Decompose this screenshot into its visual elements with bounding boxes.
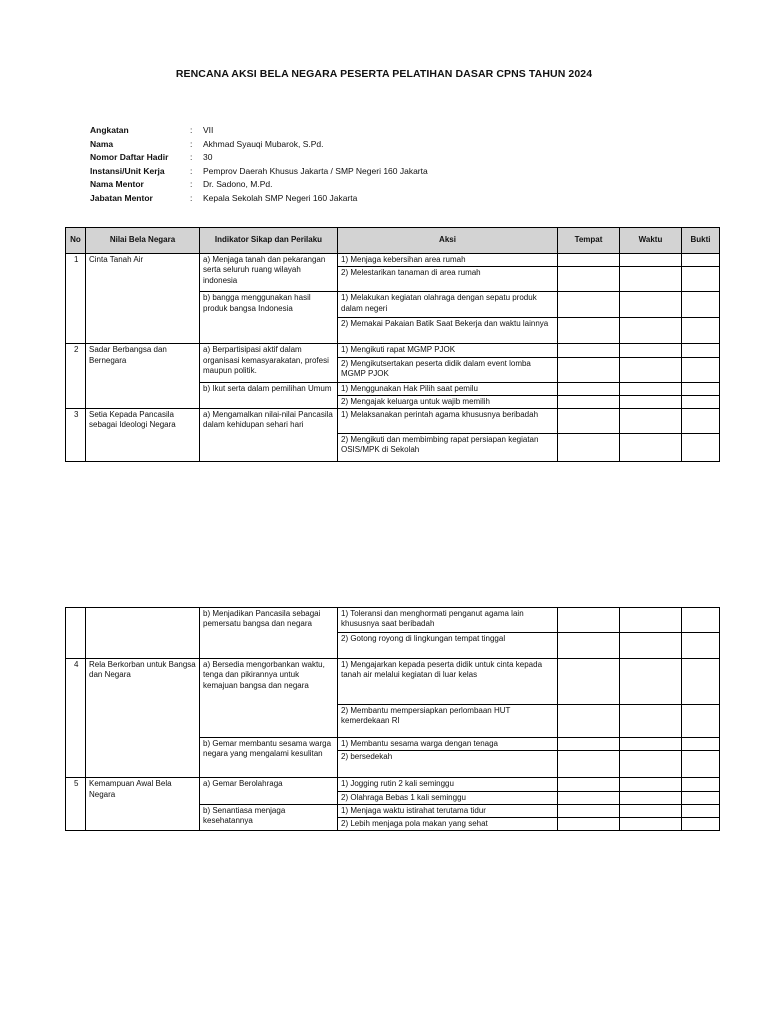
table-row xyxy=(66,659,720,705)
participant-info xyxy=(90,124,428,206)
aksi-cell: 2) Gotong royong di lingkungan tempat tinggal xyxy=(338,633,558,659)
waktu-cell xyxy=(620,292,682,318)
info-row-mentor xyxy=(90,178,428,192)
row-number: 3 xyxy=(66,409,86,462)
bukti-cell xyxy=(682,318,720,344)
info-label: Nama xyxy=(90,138,114,149)
bukti-cell xyxy=(682,751,720,778)
aksi-cell: 1) Menggunakan Hak Pilih saat pemilu xyxy=(338,382,558,395)
table-row xyxy=(66,608,720,633)
info-value: VII xyxy=(203,125,214,135)
aksi-cell: 1) Menjaga waktu istirahat terutama tidur xyxy=(338,804,558,817)
waktu-cell xyxy=(620,357,682,382)
waktu-cell xyxy=(620,608,682,633)
aksi-cell: 1) Jogging rutin 2 kali seminggu xyxy=(338,778,558,791)
bukti-cell xyxy=(682,434,720,462)
info-label: Instansi/Unit Kerja xyxy=(90,165,165,176)
table-row xyxy=(66,409,720,434)
nilai-cell: Setia Kepada Pancasila sebagai Ideologi Negara xyxy=(86,409,200,462)
info-value: 30 xyxy=(203,152,213,163)
tempat-cell xyxy=(558,778,620,791)
info-value: Akhmad Syauqi Mubarok, S.Pd. xyxy=(203,138,324,149)
info-value: Pemprov Daerah Khusus Jakarta / SMP Negeri 160 Jakarta xyxy=(203,165,428,176)
row-number: 4 xyxy=(66,659,86,778)
indikator-cell: a) Bersedia mengorbankan waktu, tenga dan pikirannya untuk kemajuan bangsa dan negara xyxy=(200,659,338,738)
aksi-cell: 2) Membantu mempersiapkan perlombaan HUT kemerdekaan RI xyxy=(338,705,558,738)
info-label: Nama Mentor xyxy=(90,179,144,190)
tempat-cell xyxy=(558,791,620,804)
indikator-cell: b) Ikut serta dalam pemilihan Umum xyxy=(200,382,338,409)
aksi-cell: 1) Mengikuti rapat MGMP PJOK xyxy=(338,344,558,357)
bukti-cell xyxy=(682,267,720,292)
waktu-cell xyxy=(620,633,682,659)
info-separator: : xyxy=(190,192,193,203)
tempat-cell xyxy=(558,267,620,292)
nilai-cell xyxy=(86,608,200,659)
waktu-cell xyxy=(620,344,682,357)
document-title: RENCANA AKSI BELA NEGARA PESERTA PELATIHAN DASAR CPNS TAHUN 2024 xyxy=(175,68,593,80)
info-row-jabatan xyxy=(90,192,428,206)
bukti-cell xyxy=(682,791,720,804)
tempat-cell xyxy=(558,738,620,751)
waktu-cell xyxy=(620,267,682,292)
tempat-cell xyxy=(558,705,620,738)
waktu-cell xyxy=(620,382,682,395)
tempat-cell xyxy=(558,344,620,357)
tempat-cell xyxy=(558,434,620,462)
aksi-cell: 2) Melestarikan tanaman di area rumah xyxy=(338,267,558,292)
info-value: Dr. Sadono, M.Pd. xyxy=(203,179,273,190)
bukti-cell xyxy=(682,409,720,434)
nilai-cell: Sadar Berbangsa dan Bernegara xyxy=(86,344,200,409)
waktu-cell xyxy=(620,434,682,462)
bukti-cell xyxy=(682,254,720,267)
tempat-cell xyxy=(558,751,620,778)
waktu-cell xyxy=(620,751,682,778)
tempat-cell xyxy=(558,409,620,434)
tempat-cell xyxy=(558,818,620,831)
info-row-instansi xyxy=(90,165,428,179)
row-number: 5 xyxy=(66,778,86,831)
indikator-cell: a) Berpartisipasi aktif dalam organisasi kemasyarakatan, profesi maupun politik. xyxy=(200,344,338,382)
row-number: 1 xyxy=(66,254,86,344)
info-separator: : xyxy=(190,125,193,135)
aksi-cell: 2) bersedekah xyxy=(338,751,558,778)
bukti-cell xyxy=(682,608,720,633)
info-row-nomor xyxy=(90,151,428,165)
header-aksi: Aksi xyxy=(338,228,558,254)
bukti-cell xyxy=(682,357,720,382)
bukti-cell xyxy=(682,344,720,357)
bukti-cell xyxy=(682,633,720,659)
bukti-cell xyxy=(682,659,720,705)
info-separator: : xyxy=(190,152,193,163)
header-no: No xyxy=(66,228,86,254)
aksi-cell: 2) Mengajak keluarga untuk wajib memilih xyxy=(338,395,558,408)
tempat-cell xyxy=(558,608,620,633)
aksi-cell: 2) Olahraga Bebas 1 kali seminggu xyxy=(338,791,558,804)
aksi-cell: 2) Lebih menjaga pola makan yang sehat xyxy=(338,818,558,831)
bukti-cell xyxy=(682,738,720,751)
waktu-cell xyxy=(620,705,682,738)
indikator-cell: a) Mengamalkan nilai-nilai Pancasila dalam kehidupan sehari hari xyxy=(200,409,338,462)
info-separator: : xyxy=(190,165,193,176)
header-bukti: Bukti xyxy=(682,228,720,254)
aksi-cell: 1) Melakukan kegiatan olahraga dengan sepatu produk dalam negeri xyxy=(338,292,558,318)
waktu-cell xyxy=(620,738,682,751)
tempat-cell xyxy=(558,357,620,382)
row-number xyxy=(66,608,86,659)
table-header-row xyxy=(66,228,720,254)
table-row xyxy=(66,778,720,791)
aksi-cell: 1) Menjaga kebersihan area rumah xyxy=(338,254,558,267)
info-value: Kepala Sekolah SMP Negeri 160 Jakarta xyxy=(203,192,358,203)
header-indikator: Indikator Sikap dan Perilaku xyxy=(200,228,338,254)
tempat-cell xyxy=(558,382,620,395)
waktu-cell xyxy=(620,778,682,791)
indikator-cell: b) Menjadikan Pancasila sebagai pemersatu bangsa dan negara xyxy=(200,608,338,659)
waktu-cell xyxy=(620,409,682,434)
tempat-cell xyxy=(558,318,620,344)
aksi-cell: 1) Mengajarkan kepada peserta didik untuk cinta kepada tanah air melalui kegiatan di luar kelas xyxy=(338,659,558,705)
tempat-cell xyxy=(558,804,620,817)
header-waktu: Waktu xyxy=(620,228,682,254)
bukti-cell xyxy=(682,804,720,817)
waktu-cell xyxy=(620,804,682,817)
aksi-cell: 1) Melaksanakan perintah agama khususnya beribadah xyxy=(338,409,558,434)
action-plan-table-page1 xyxy=(65,227,720,462)
info-row-nama xyxy=(90,138,428,152)
aksi-cell: 1) Membantu sesama warga dengan tenaga xyxy=(338,738,558,751)
action-plan-table-page2 xyxy=(65,607,720,831)
info-label: Angkatan xyxy=(90,125,129,135)
row-number: 2 xyxy=(66,344,86,409)
waktu-cell xyxy=(620,818,682,831)
info-row-angkatan xyxy=(90,124,428,138)
tempat-cell xyxy=(558,254,620,267)
aksi-cell: 2) Mengikuti dan membimbing rapat persiapan kegiatan OSIS/MPK di Sekolah xyxy=(338,434,558,462)
header-nilai: Nilai Bela Negara xyxy=(86,228,200,254)
waktu-cell xyxy=(620,659,682,705)
nilai-cell: Kemampuan Awal Bela Negara xyxy=(86,778,200,831)
tempat-cell xyxy=(558,659,620,705)
info-label: Nomor Daftar Hadir xyxy=(90,152,169,163)
indikator-cell: b) bangga menggunakan hasil produk bangsa Indonesia xyxy=(200,292,338,344)
aksi-cell: 1) Toleransi dan menghormati penganut agama lain khususnya saat beribadah xyxy=(338,608,558,633)
tempat-cell xyxy=(558,633,620,659)
waktu-cell xyxy=(620,395,682,408)
indikator-cell: b) Senantiasa menjaga kesehatannya xyxy=(200,804,338,831)
info-separator: : xyxy=(190,179,193,190)
bukti-cell xyxy=(682,395,720,408)
bukti-cell xyxy=(682,778,720,791)
waktu-cell xyxy=(620,791,682,804)
info-separator: : xyxy=(190,138,193,149)
nilai-cell: Cinta Tanah Air xyxy=(86,254,200,344)
tempat-cell xyxy=(558,395,620,408)
info-label: Jabatan Mentor xyxy=(90,192,153,203)
bukti-cell xyxy=(682,382,720,395)
bukti-cell xyxy=(682,292,720,318)
table-row xyxy=(66,344,720,357)
waktu-cell xyxy=(620,254,682,267)
indikator-cell: a) Menjaga tanah dan pekarangan serta seluruh ruang wilayah indonesia xyxy=(200,254,338,292)
waktu-cell xyxy=(620,318,682,344)
bukti-cell xyxy=(682,818,720,831)
tempat-cell xyxy=(558,292,620,318)
header-tempat: Tempat xyxy=(558,228,620,254)
table-row xyxy=(66,254,720,267)
aksi-cell: 2) Memakai Pakaian Batik Saat Bekerja dan waktu lainnya xyxy=(338,318,558,344)
aksi-cell: 2) Mengikutsertakan peserta didik dalam event lomba MGMP PJOK xyxy=(338,357,558,382)
bukti-cell xyxy=(682,705,720,738)
indikator-cell: b) Gemar membantu sesama warga negara yang mengalami kesulitan xyxy=(200,738,338,778)
nilai-cell: Rela Berkorban untuk Bangsa dan Negara xyxy=(86,659,200,778)
indikator-cell: a) Gemar Berolahraga xyxy=(200,778,338,805)
